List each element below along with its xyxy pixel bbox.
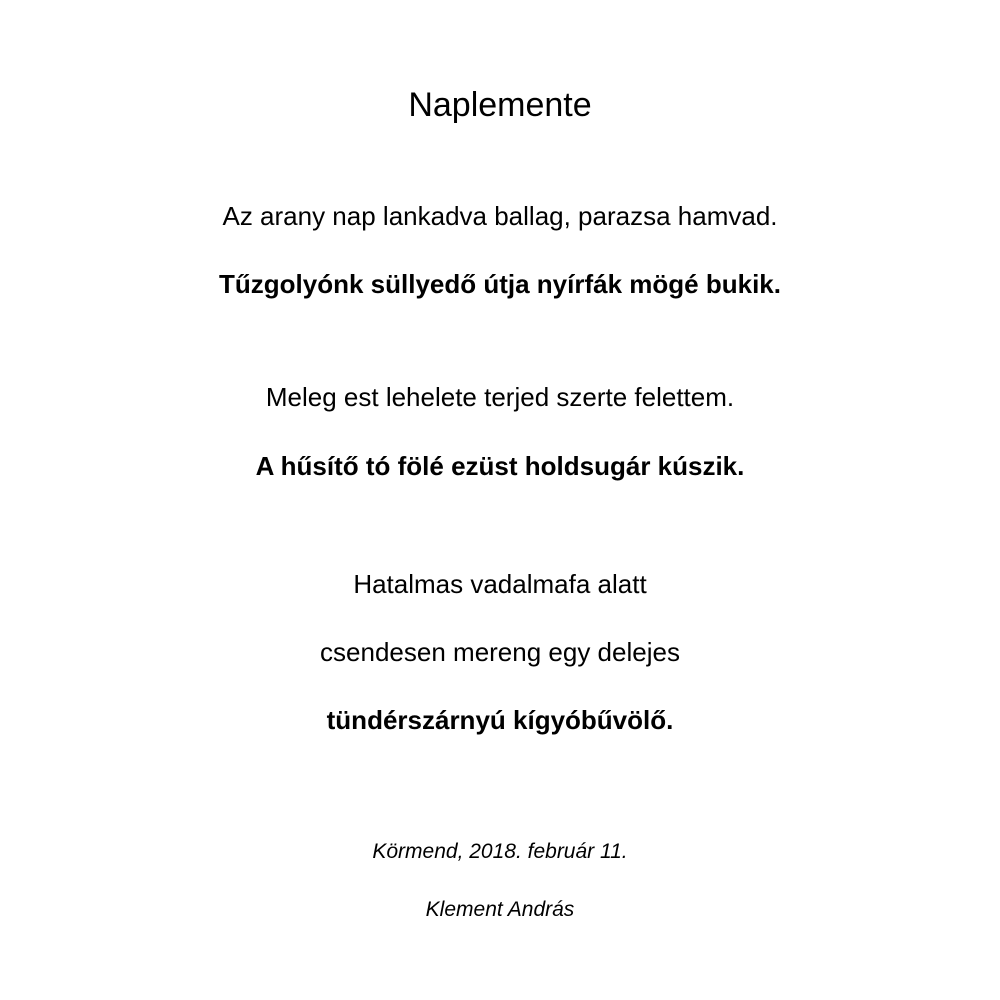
poem-line: Az arany nap lankadva ballag, parazsa hamvad. bbox=[222, 201, 778, 231]
poem-title: Naplemente bbox=[408, 86, 592, 124]
poem-line: Hatalmas vadalmafa alatt bbox=[353, 569, 647, 599]
poem-line: Meleg est lehelete terjed szerte felettem. bbox=[265, 382, 735, 412]
author: Klement András bbox=[425, 898, 575, 921]
poem-line: csendesen mereng egy delejes bbox=[320, 637, 680, 667]
poem-line-bold: A hűsítő tó fölé ezüst holdsugár kúszik. bbox=[255, 451, 745, 481]
poem-line-bold: tündérszárnyú kígyóbűvölő. bbox=[326, 705, 674, 735]
poem-line-bold: Tűzgolyónk süllyedő útja nyírfák mögé bukik. bbox=[219, 269, 781, 299]
place-date: Körmend, 2018. február 11. bbox=[372, 840, 628, 863]
